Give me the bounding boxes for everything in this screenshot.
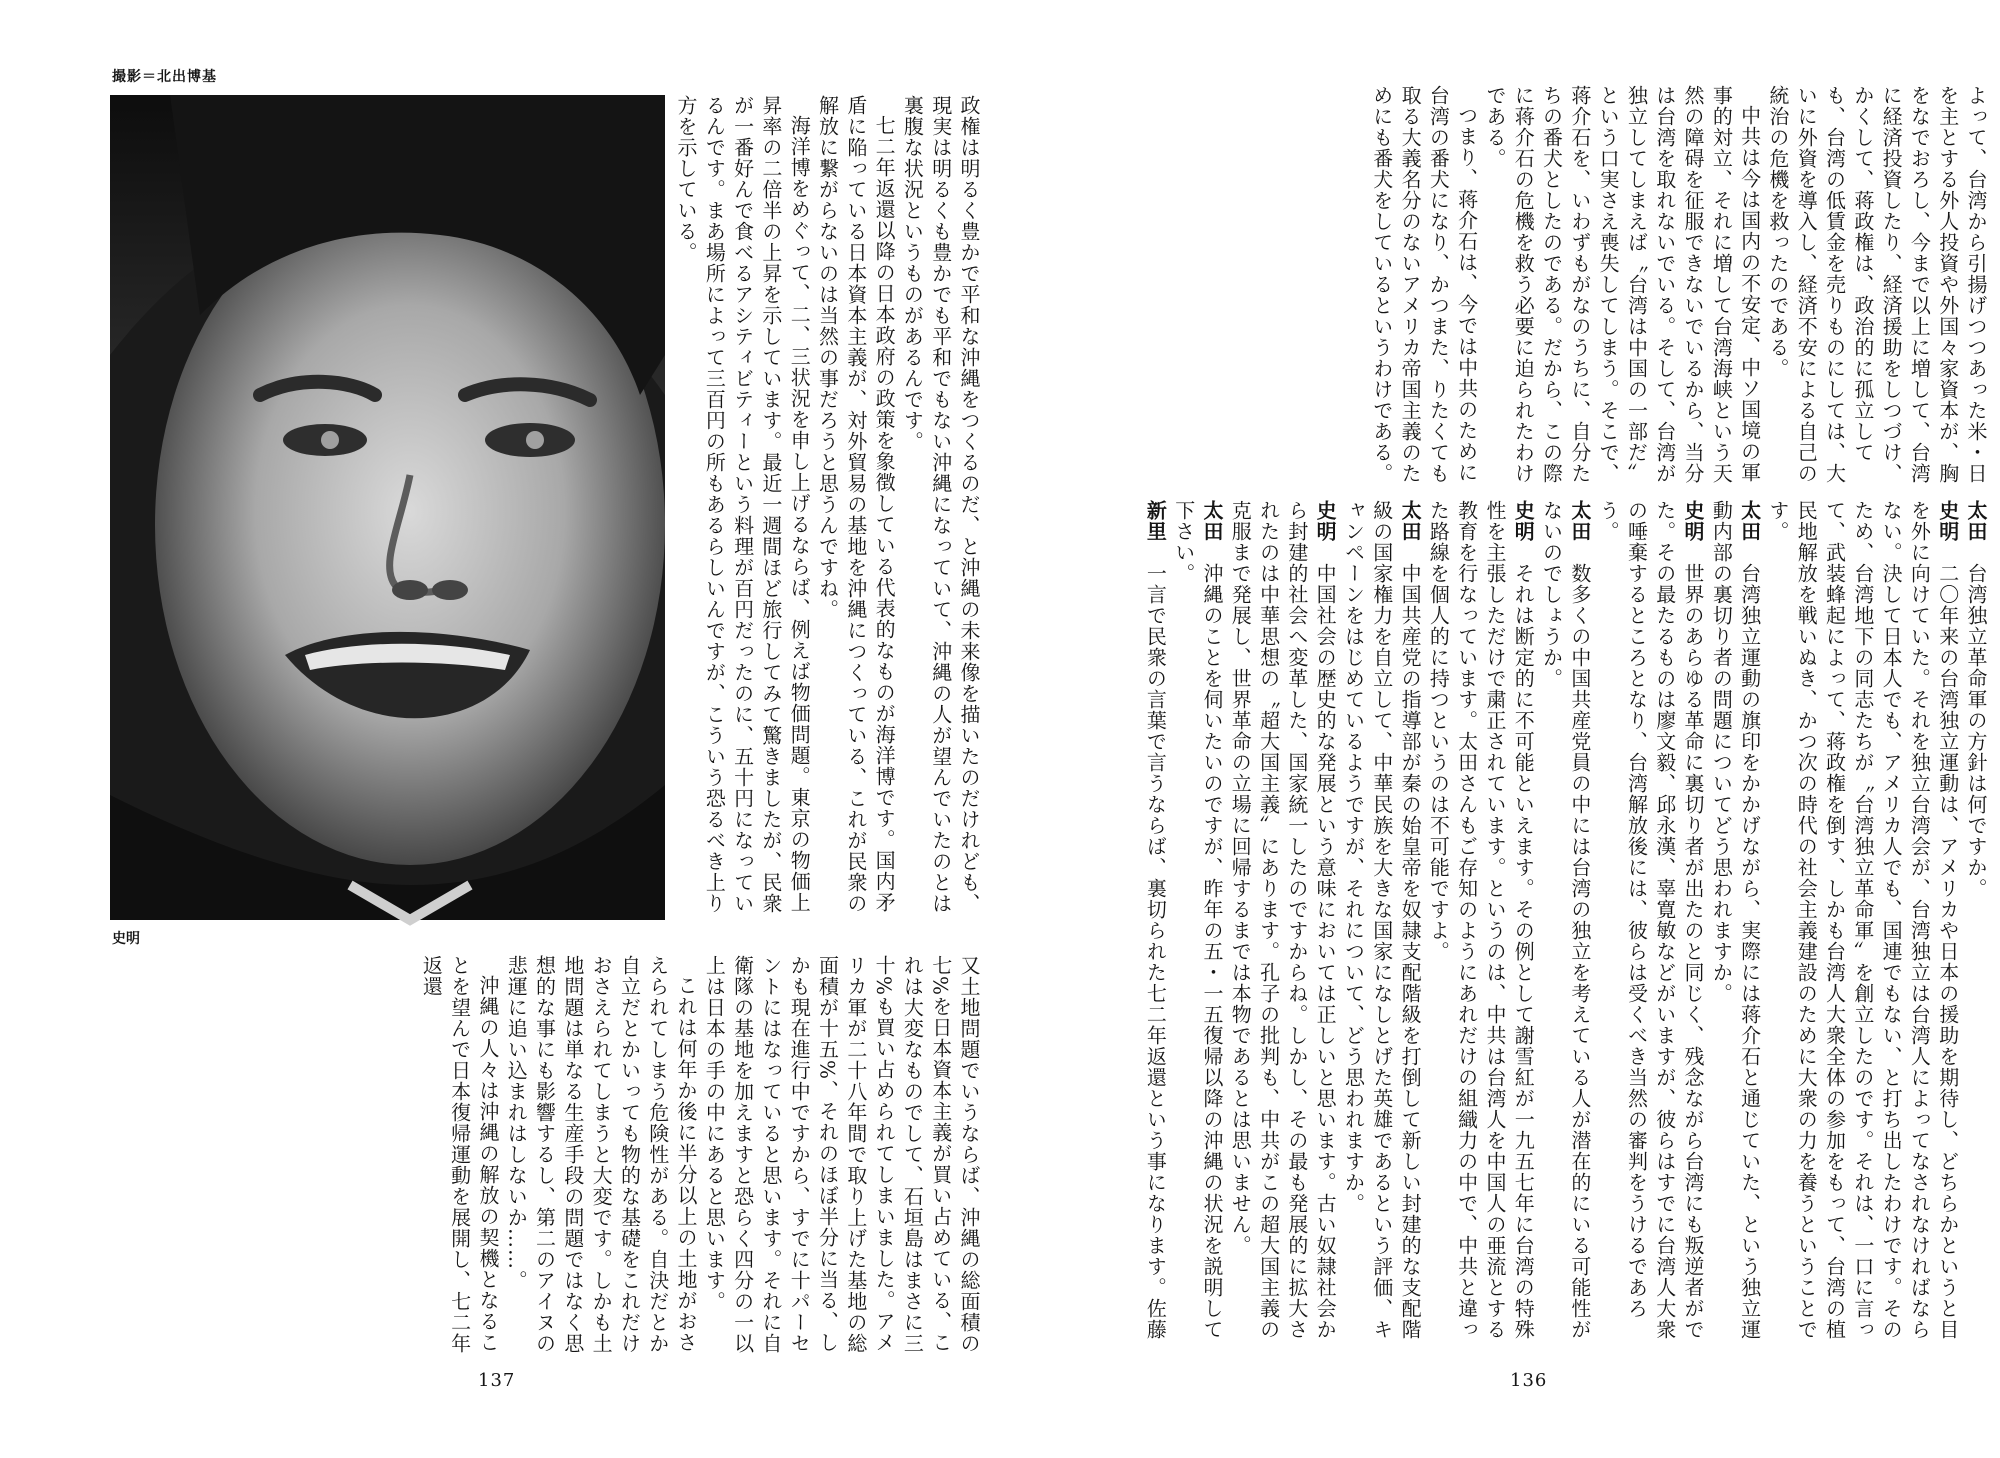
photo-caption: 史明 [112,931,140,947]
dialogue-line [1707,500,1764,1360]
paragraph: 中共は今は国内の不安定、中ソ国境の軍事的対立、それに増して台湾海峡という天然の障碍を征服できないでいるから、当分は台湾を取れないでいる。そして、台湾が独立してしまえば〝台湾は中国の一部だ〟という口実さえ喪失してしまう。そこで、蒋介石を、いわずもがなのうちに、自分たちの番犬としたのである。だから、この際に蒋介石の危機を救う必要に迫られたわけである。 [1482,85,1762,484]
portrait-image [110,95,665,920]
dialogue-line [1339,500,1424,1360]
speaker-name: 太田 [1737,500,1762,542]
speaker-name: 史明 [1511,500,1536,542]
dialogue-line [1141,500,1169,1360]
page-number: 136 [1510,1370,1548,1391]
paragraph: これは何年か後に半分以上の土地がおさえられてしまう危険性がある。自決だとか自立だとかいっても物的な基礎をこれだけおさえられてしまうと大変です。しかも土地問題は単なる生産手段の問題ではなく思想的な事にも影響するし、第二のアイヌの悲運に追い込まれはしないか……。 [504,955,699,1354]
paragraph: 海洋博をめぐって、二、三状況を申し上げるならば、例えば物価問題。東京の物価上昇率の二倍半の上昇を示しています。最近一週間ほど旅行してみて驚きましたが、民衆が一番好んで食べるアシティビティーという料理が百円だったのに、五十円になっているんです。まあ場所によって三百円の所もあるらしいんですが、こういう恐るべき上り方を示している。 [674,95,812,914]
speech-text: 台湾独立運動の旗印をかかげながら、実際には蒋介石と通じていた、という独立運動内部の裏切り者の問題についてどう思われますか。 [1709,500,1762,1340]
dialogue-line [1424,500,1537,1360]
right-page [1000,0,2000,1458]
speech-text: 二〇年来の台湾独立運動は、アメリカや日本の援助を期待し、どちらかというと目を外に向けていた。それを独立台湾会が、台湾独立は台湾人によってなされなければならない。決して日本人でも、アメリカ人でも、国連でもない、と打ち出したわけです。そのため、台湾地下の同志たちが〝台湾独立革命軍〟を創立したのです。それは、一口に言って、武装蜂起によって、蒋政権を倒す、しかも台湾人大衆全体の参加をもって、台湾の植民地解放を戦いぬき、かつ次の時代の社会主義建設のために大衆の力を養うということです。 [1765,500,1960,1340]
dialogue-line [1169,500,1226,1360]
photo-credit: 撮影＝北出博基 [112,69,217,85]
portrait-photo [110,95,665,920]
right-upper-text [1115,85,1990,485]
dialogue-line [1226,500,1339,1360]
speech-text: 沖縄のことを伺いたいのですが、昨年の五・一五復帰以降の沖縄の状況を説明して下さい。 [1171,500,1224,1340]
paragraph: 又土地問題でいうならば、沖縄の総面積の七%を日本資本主義が買い占めている、これは大変なものでして、石垣島はまさに三十%も買い占められてしまいました。アメリカ軍が二十八年間で取り上げた基地の総面積が十五%、それのほぼ半分に当る、しかも現在進行中ですから、すでに十パーセントにはなっていると思います。それに自衛隊の基地を加えますと恐らく四分の一以上は日本の手の中にあると思います。 [702,955,981,1354]
paragraph: 沖縄の人々は沖縄の解放の契機となることを望んで日本復帰運動を展開し、七二年返還 [419,955,500,1354]
speaker-name: 新里 [1143,500,1168,542]
speaker-name: 史明 [1681,500,1706,542]
speaker-name: 太田 [1964,500,1988,542]
speech-text: 数多くの中国共産党員の中には台湾の独立を考えている人が潜在的にいる可能性がないのでしょうか。 [1539,500,1592,1340]
right-dialogue-text [1115,500,1990,1360]
left-page [0,0,990,1458]
page-number: 137 [478,1370,516,1391]
speech-text: 世界のあらゆる革命に裏切り者が出たのと同じく、残念ながら台湾にも叛逆者がでた。その最たるものは廖文毅、邱永漢、辜寛敏などがいますが、彼らはすでに台湾人大衆の唾棄するところとなり、台湾解放後には、彼らは受くべき当然の審判をうけるであろう。 [1596,500,1706,1340]
speech-text: それは断定的に不可能といえます。その例として謝雪紅が一九五七年に台湾の特殊性を主張しただけで粛正されています。というのは、中共は台湾人を中国人の亜流とする教育を行なっています。太田さんもご存知のようにあれだけの組織力の中で、中共と違った路線を個人的に持つというのは不可能ですよ。 [1426,500,1536,1340]
speaker-name: 太田 [1398,500,1423,542]
dialogue-line [1537,500,1594,1360]
speaker-name: 太田 [1199,500,1224,542]
paragraph: つまり、蒋介石は、今では中共のために台湾の番犬になり、かつまた、りたくても取る大義名分のないアメリカ帝国主義のためにも番犬をしているというわけである。 [1369,85,1479,484]
speaker-name: 史明 [1313,500,1338,542]
speech-text: 台湾独立革命軍の方針は何ですか。 [1964,563,1988,899]
paragraph: 七二年返還以降の日本政府の政策を象徴している代表的なものが海洋博です。国内矛盾に陥っている日本資本主義が、対外貿易の基地を沖縄につくっている、これが民衆の解放に繋がらないのは当然の事だろうと思うんですね。 [815,95,897,914]
speaker-name: 太田 [1567,500,1592,542]
left-top-text [674,95,983,915]
speech-text: 一言で民衆の言葉で言うならば、裏切られた七二年返還という事になります。佐藤 [1143,563,1168,1340]
left-bottom-text [105,955,983,1360]
speech-text: 中国社会の歴史的な発展という意味においては正しいと思います。古い奴隷社会から封建的社会へ変革した、国家統一したのですからね。しかし、その最も発展的に拡大されたのは中華思想の〝超大国主義〟にあります。孔子の批判も、中共がこの超大国主義の克服まで発展し、世界革命の立場に回帰するまでは本物であるとは思いません。 [1228,500,1338,1340]
paragraph: 政権は明るく豊かで平和な沖縄をつくるのだ、と沖縄の未来像を描いたのだけれども、現実は明るくも豊かでも平和でもない沖縄になっていて、沖縄の人が望んでいたのとは裏腹な状況というものがあるんです。 [900,95,981,914]
dialogue-line [1594,500,1707,1360]
speaker-name: 史明 [1935,500,1960,542]
speech-text: 中国共産党の指導部が秦の始皇帝を奴隷支配階級を打倒して新しい封建的な支配階級の国家権力を自立して、中華民族を大きな国家になしとげた英雄であるという評価、キャンペーンをはじめているようですが、それについて、どう思われますか。 [1341,500,1423,1340]
dialogue-line [1962,500,1990,1360]
paragraph: よって、台湾から引揚げつつあった米・日を主とする外人投資や外国々家資本が、胸をなでおろし、今まで以上に増して、台湾に経済投資したり、経済援助をしつづけ、かくして、蒋政権は、政治的に孤立しても、台湾の低賃金を売りものにしては、大いに外資を導入し、経済不安による自己の統治の危機を救ったのである。 [1765,85,1988,484]
dialogue-line [1764,500,1962,1360]
